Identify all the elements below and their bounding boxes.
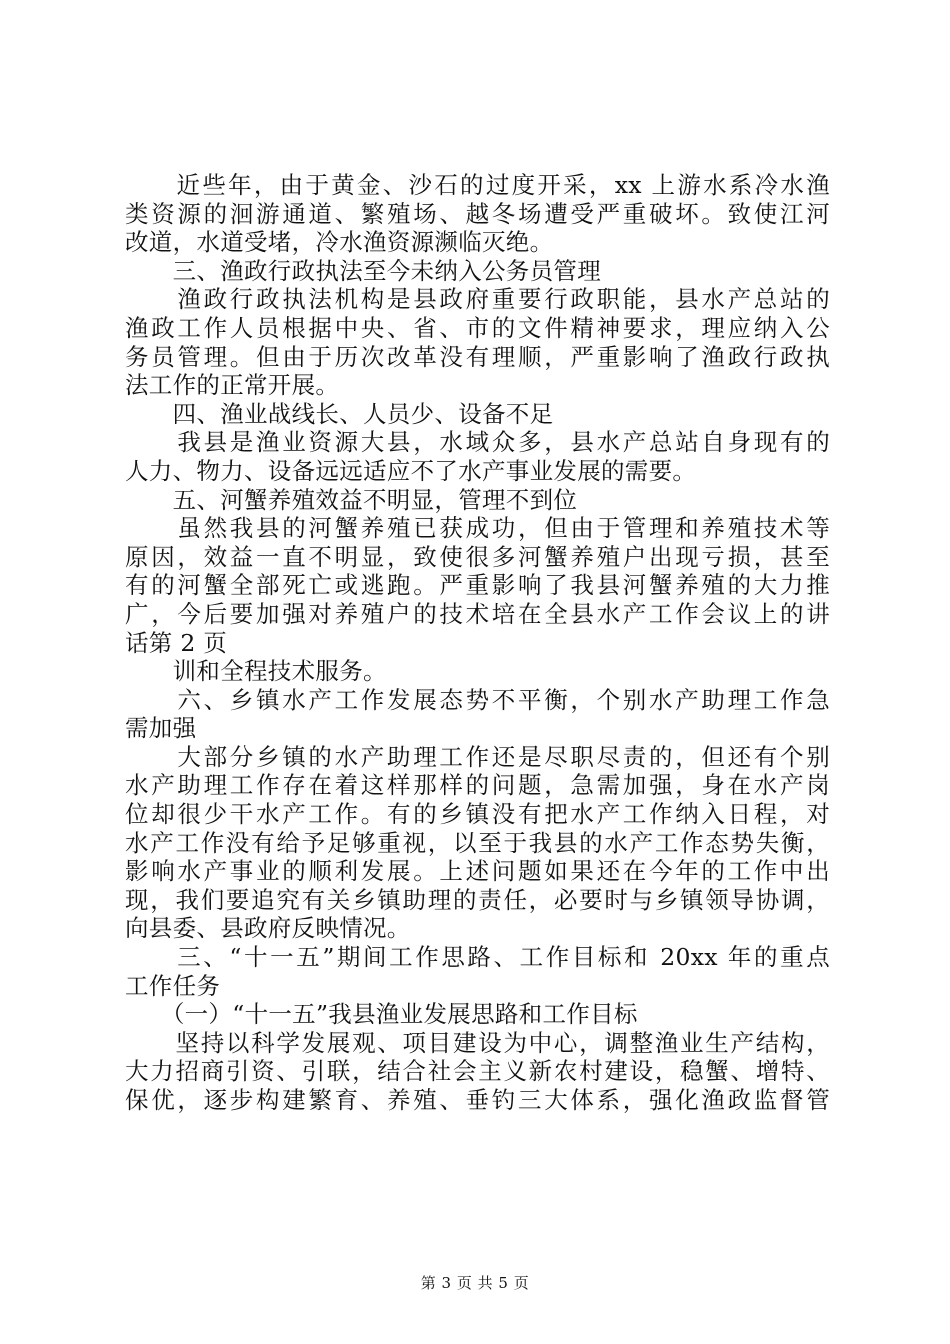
body-line: 近些年，由于黄金、沙石的过度开采，xx 上游水系冷水渔: [125, 171, 830, 199]
body-line: 类资源的洄游通道、繁殖场、越冬场遭受严重破坏。致使江河: [125, 199, 830, 228]
body-line: 位却很少干水产工作。有的乡镇没有把水产工作纳入日程，对: [125, 800, 830, 829]
body-line: 原因，效益一直不明显，致使很多河蟹养殖户出现亏损，甚至: [125, 542, 830, 571]
body-line: 向县委、县政府反映情况。: [125, 914, 411, 943]
body-line: 人力、物力、设备远远适应不了水产事业发展的需要。: [125, 456, 697, 485]
body-line: 保优，逐步构建繁育、养殖、垂钓三大体系，强化渔政监督管: [125, 1086, 830, 1114]
body-line: 水产助理工作存在着这样那样的问题，急需加强，身在水产岗: [125, 771, 830, 800]
body-line: 渔政工作人员根据中央、省、市的文件精神要求，理应纳入公: [125, 313, 830, 342]
body-line: 坚持以科学发展观、项目建设为中心，调整渔业生产结构，: [125, 1028, 830, 1057]
body-line: 改道，水道受堵，冷水渔资源濒临灭绝。: [125, 228, 554, 257]
body-line: 有的河蟹全部死亡或逃跑。严重影响了我县河蟹养殖的大力推: [125, 571, 830, 600]
section-heading: 三、渔政行政执法至今未纳入公务员管理: [125, 256, 601, 285]
body-line: 法工作的正常开展。: [125, 371, 340, 400]
inline-page-marker: 话第 2 页: [125, 628, 228, 657]
body-line: 训和全程技术服务。: [125, 657, 387, 686]
body-line: 大力招商引资、引联，结合社会主义新农村建设，稳蟹、增特、: [125, 1057, 830, 1086]
body-line: 大部分乡镇的水产助理工作还是尽职尽责的，但还有个别: [125, 742, 830, 771]
body-line: 渔政行政执法机构是县政府重要行政职能，县水产总站的: [125, 285, 830, 314]
subsection-heading: （一）“十一五”我县渔业发展思路和工作目标: [125, 1000, 638, 1029]
section-heading: 六、乡镇水产工作发展态势不平衡，个别水产助理工作急: [125, 685, 830, 714]
section-heading: 需加强: [125, 714, 197, 743]
document-body: [125, 171, 830, 1115]
section-heading: 四、渔业战线长、人员少、设备不足: [125, 399, 554, 428]
page-footer: 第 3 页 共 5 页: [420, 1274, 530, 1292]
body-line: 虽然我县的河蟹养殖已获成功，但由于管理和养殖技术等: [125, 514, 830, 543]
body-line: 务员管理。但由于历次改革没有理顺，严重影响了渔政行政执: [125, 342, 830, 371]
body-line: 我县是渔业资源大县，水域众多，县水产总站自身现有的: [125, 428, 830, 457]
section-heading: 五、河蟹养殖效益不明显，管理不到位: [125, 485, 578, 514]
body-line: 广，今后要加强对养殖户的技术培在全县水产工作会议上的讲: [125, 599, 830, 628]
body-line: 影响水产事业的顺利发展。上述问题如果还在今年的工作中出: [125, 857, 830, 886]
body-line: 现，我们要追究有关乡镇助理的责任，必要时与乡镇领导协调，: [125, 885, 830, 914]
section-heading: 工作任务: [125, 971, 221, 1000]
body-line: 水产工作没有给予足够重视，以至于我县的水产工作态势失衡，: [125, 828, 830, 857]
section-heading: 三、“十一五”期间工作思路、工作目标和 20xx 年的重点: [125, 943, 830, 972]
